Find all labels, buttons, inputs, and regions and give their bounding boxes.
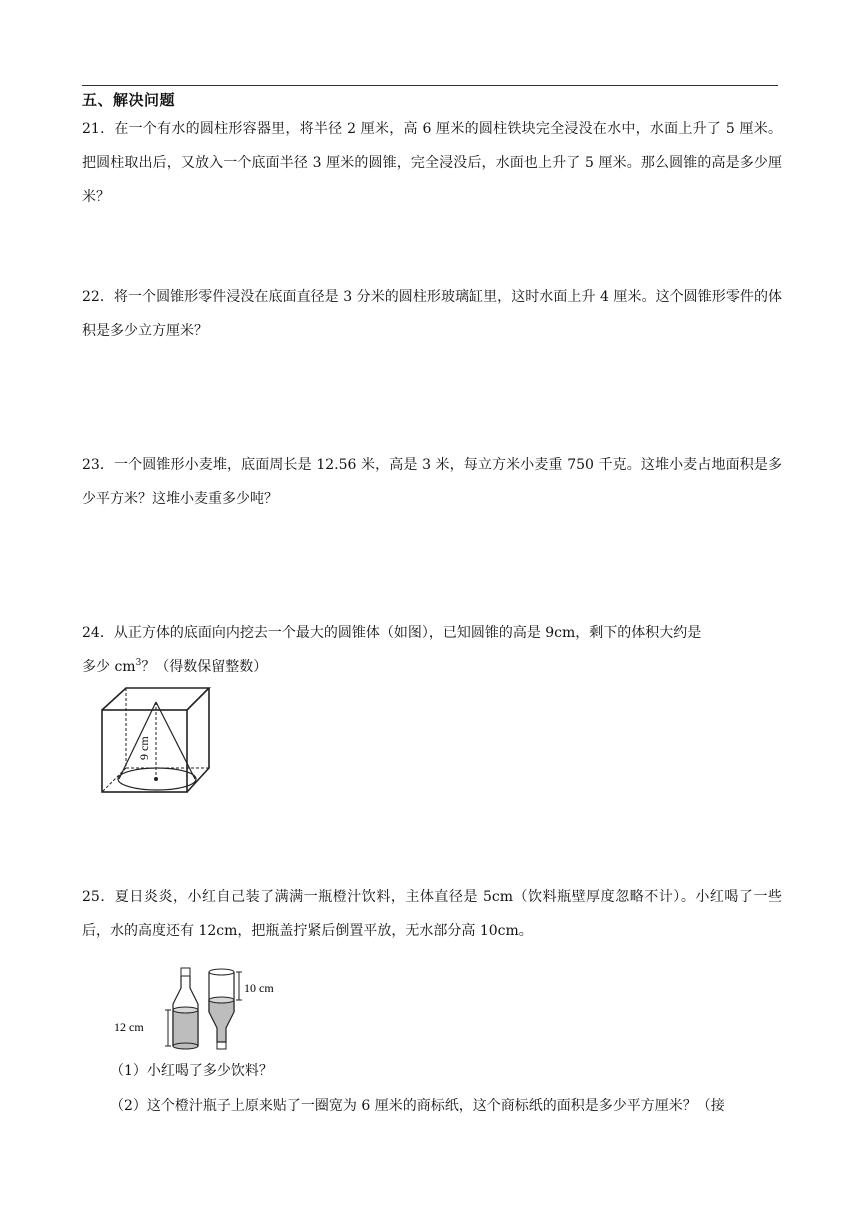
- left-dimension-label: 12 cm: [114, 1020, 144, 1034]
- right-bottle-liquid: [209, 1000, 234, 1042]
- right-liquid-surface: [209, 997, 234, 1003]
- q24-prefix: 多少 cm: [82, 659, 136, 675]
- left-bottle-cap: [181, 968, 190, 976]
- question-24-line2: [82, 650, 782, 684]
- bottles-figure: [112, 966, 312, 1056]
- question-24: [82, 616, 782, 684]
- cube-right-face: [187, 688, 209, 792]
- question-22: [82, 280, 782, 348]
- bottles-diagram: [112, 966, 312, 1052]
- section-title: 五、解决问题: [82, 91, 176, 109]
- q24-superscript: 3: [135, 658, 142, 668]
- cone-base-center: [154, 777, 158, 781]
- question-25: [82, 880, 782, 948]
- question-23: [82, 448, 782, 516]
- question-25-sub2: （2）这个橙汁瓶子上原来贴了一圈宽为 6 厘米的商标纸，这个商标纸的面积是多少平方厘米？（接: [110, 1098, 725, 1114]
- right-bottle-cap: [217, 1042, 226, 1049]
- left-bottle-liquid: [173, 1010, 198, 1046]
- cone-height-label: 9 cm: [137, 736, 151, 760]
- right-bottle-top: [209, 969, 234, 975]
- cone-right-edge: [156, 702, 195, 779]
- question-21: [82, 112, 782, 214]
- question-25-sub1: （1）小红喝了多少饮料？: [110, 1063, 273, 1079]
- cube-top-face: [102, 688, 209, 710]
- cube-cone-figure: [96, 682, 216, 800]
- left-bottle-base: [173, 1043, 198, 1049]
- left-liquid-surface: [173, 1007, 198, 1013]
- top-divider: [82, 85, 778, 86]
- q24-suffix: ？（得数保留整数）: [141, 659, 268, 675]
- question-25-text: 25．夏日炎炎，小红自己装了满满一瓶橙汁饮料，主体直径是 5cm（饮料瓶壁厚度忽略不计）。小红喝了一些后，水的高度还有 12cm，把瓶盖拧紧后倒置平放，无水部分高 10cm。: [82, 889, 782, 939]
- cube-cone-diagram: [96, 682, 216, 796]
- question-22-text: 22．将一个圆锥形零件浸没在底面直径是 3 分米的圆柱形玻璃缸里，这时水面上升 4 厘米。这个圆锥形零件的体积是多少立方厘米？: [82, 289, 782, 339]
- question-23-text: 23．一个圆锥形小麦堆，底面周长是 12.56 米，高是 3 米，每立方米小麦重 750 千克。这堆小麦占地面积是多少平方米？这堆小麦重多少吨？: [82, 457, 782, 507]
- question-24-line1: 24．从正方体的底面向内挖去一个最大的圆锥体（如图），已知圆锥的高是 9cm，剩下的体积大约是: [82, 625, 702, 641]
- question-21-text: 21．在一个有水的圆柱形容器里，将半径 2 厘米，高 6 厘米的圆柱铁块完全浸没在水中，水面上升了 5 厘米。把圆柱取出后，又放入一个底面半径 3 厘米的圆锥，完全浸没后，水面也上升了 5 厘米。那么圆锥的高是多少厘米？: [82, 121, 782, 205]
- right-dimension-label: 10 cm: [244, 981, 274, 995]
